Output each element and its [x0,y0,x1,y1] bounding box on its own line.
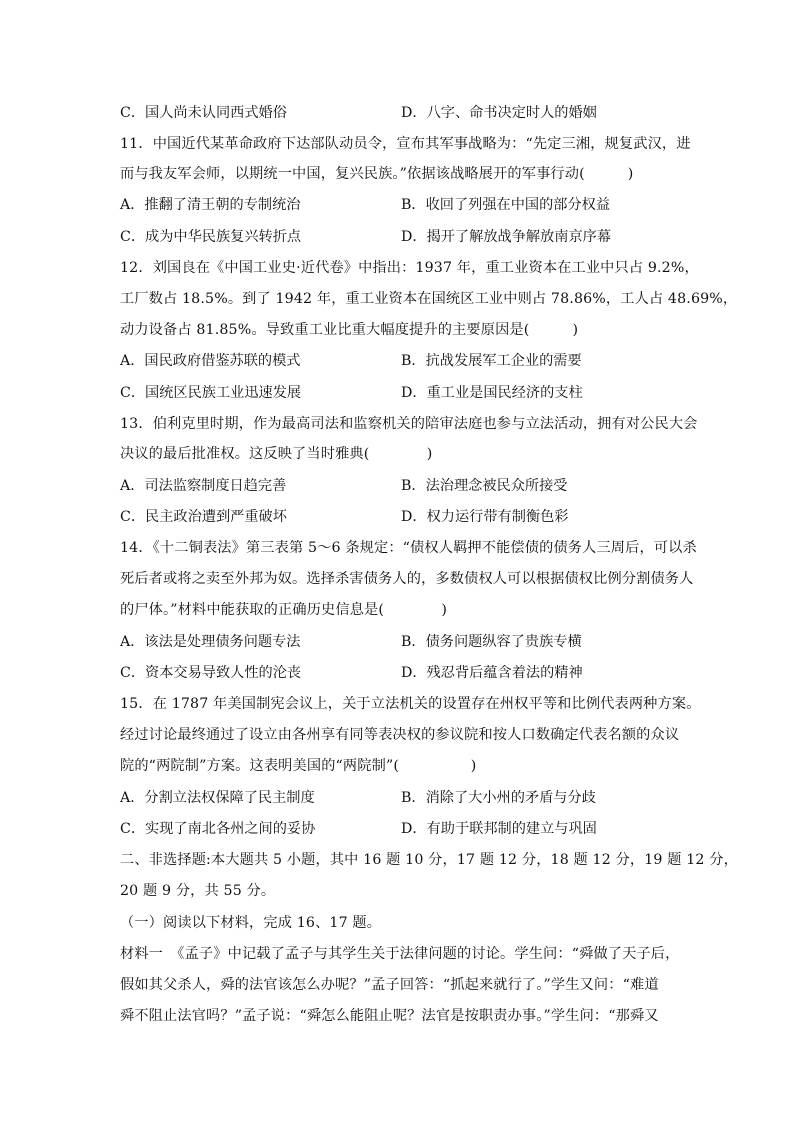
material-1-line-3: 舜不阻止法官吗？”孟子说：“舜怎么能阻止呢？法官是按职责办事。”学生问：“那舜又 [120,1008,659,1024]
q13-option-c: C．民主政治遭到严重破坏 [120,509,287,525]
q11-stem-line-2: 而与我友军会师，以期统一中国，复兴民族。”依据该战略展开的军事行动( ) [120,166,634,182]
q11-option-b: B．收回了列强在中国的部分权益 [401,197,611,213]
q13-option-a: A．司法监察制度日趋完善 [120,478,287,494]
q12-stem-line-1: 12．刘国良在《中国工业史·近代卷》中指出：1937 年，重工业资本在工业中只占 9.2%， [120,260,699,276]
q14-option-c: C．资本交易导致人性的沦丧 [120,665,302,681]
q15-option-a: A．分割立法权保障了民主制度 [120,790,315,806]
q14-stem-line-1: 14．《十二铜表法》第三表第 5～6 条规定：“债权人羁押不能偿债的债务人三周后，可以杀 [120,540,697,556]
q12-option-d: D．重工业是国民经济的支柱 [401,385,583,401]
q13-option-d: D．权力运行带有制衡色彩 [401,509,569,525]
q12-stem-line-2: 工厂数占 18.5%。到了 1942 年，重工业资本在国统区工业中则占 78.86%，工人占 48.69%， [120,291,738,307]
q15-option-b: B．消除了大小州的矛盾与分歧 [401,790,596,806]
q12-option-a: A．国民政府借鉴苏联的模式 [120,353,301,369]
part2-heading-line-1: 二、非选择题:本大题共 5 小题，其中 16 题 10 分，17 题 12 分，18 题 12 分，19 题 12 分， [120,852,738,868]
q14-option-d: D．残忍背后蕴含着法的精神 [401,665,583,681]
q15-stem-line-3: 院的“两院制”方案。这表明美国的“两院制”( ) [120,758,477,774]
part2-subheading: （一）阅读以下材料，完成 16、17 题。 [120,915,382,931]
q15-option-c: C．实现了南北各州之间的妥协 [120,821,316,837]
q13-stem-line-2: 决议的最后批准权。这反映了当时雅典( ) [120,446,433,462]
material-1-line-2: 假如其父杀人，舜的法官该怎么办呢？”孟子回答：“抓起来就行了。”学生又问：“难道 [120,977,659,993]
q12-option-b: B．抗战发展军工企业的需要 [401,353,582,369]
q11-stem-line-1: 11．中国近代某革命政府下达部队动员令，宣布其军事战略为：“先定三湘，规复武汉，进 [120,136,691,152]
q15-option-d: D．有助于联邦制的建立与巩固 [401,821,597,837]
q15-stem-line-2: 经过讨论最终通过了设立由各州享有同等表决权的参议院和按人口数确定代表名额的众议 [120,727,680,743]
q11-option-c: C．成为中华民族复兴转折点 [120,229,302,245]
q10-option-c: C．国人尚未认同西式婚俗 [120,105,287,121]
q13-option-b: B．法治理念被民众所接受 [401,478,568,494]
q14-stem-line-3: 的尸体。”材料中能获取的正确历史信息是( ) [120,602,448,618]
q12-stem-line-3: 动力设备占 81.85%。导致重工业比重大幅度提升的主要原因是( ) [120,322,579,338]
q13-stem-line-1: 13．伯利克里时期，作为最高司法和监察机关的陪审法庭也参与立法活动，拥有对公民大会 [120,416,698,432]
q12-option-c: C．国统区民族工业迅速发展 [120,385,302,401]
q15-stem-line-1: 15．在 1787 年美国制宪会议上，关于立法机关的设置存在州权平等和比例代表两种方案。 [120,696,701,712]
q11-option-d: D．揭开了解放战争解放南京序幕 [401,229,612,245]
q14-option-a: A．该法是处理债务问题专法 [120,634,301,650]
q14-stem-line-2: 死后者或将之卖至外邦为奴。选择杀害债务人的，多数债权人可以根据债权比例分割债务人 [120,571,694,587]
part2-heading-line-2: 20 题 9 分，共 55 分。 [120,883,276,899]
q14-option-b: B．债务问题纵容了贵族专横 [401,634,582,650]
q10-option-d: D．八字、命书决定时人的婚姻 [401,105,597,121]
material-1-line-1: 材料一 《孟子》中记载了孟子与其学生关于法律问题的讨论。学生问：“舜做了天子后， [120,946,680,962]
q11-option-a: A．推翻了清王朝的专制统治 [120,197,301,213]
